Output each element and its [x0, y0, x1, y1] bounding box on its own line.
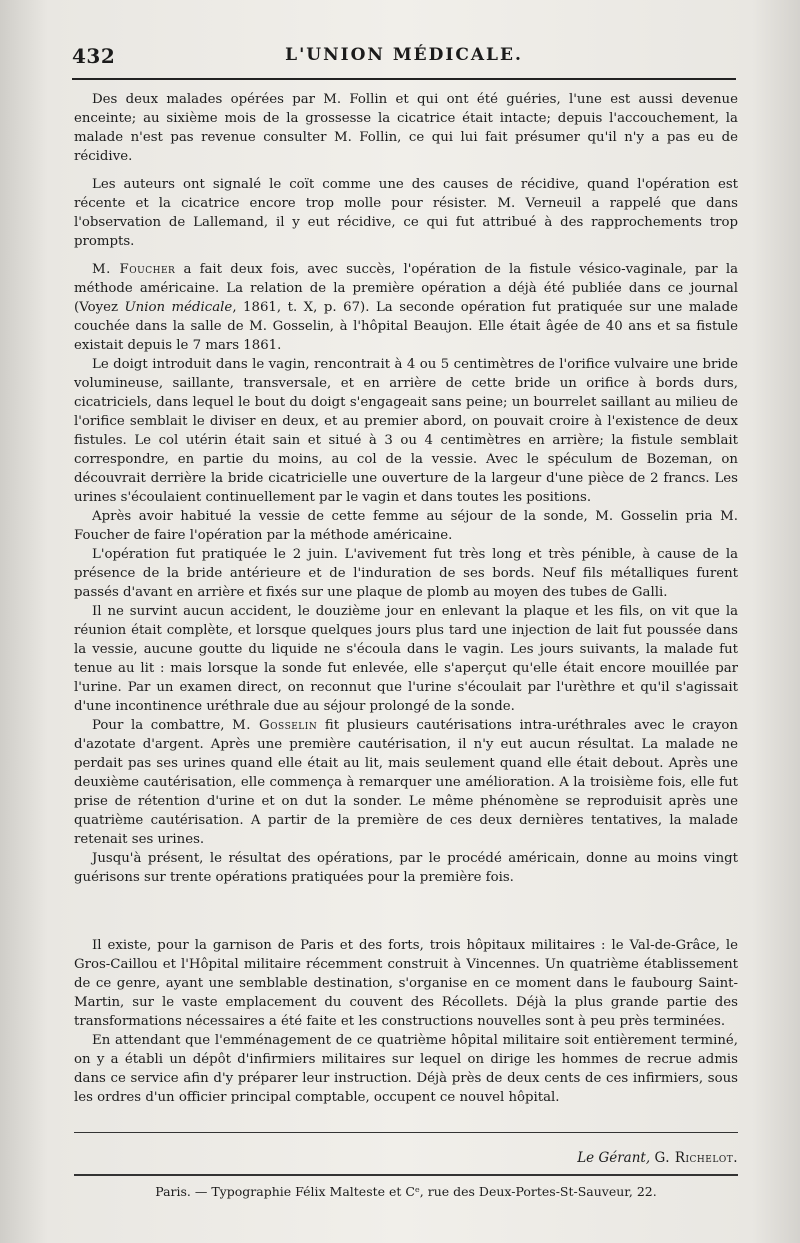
paragraph-4: Le doigt introduit dans le vagin, rencontrait à 4 ou 5 centimètres de l'orifice vulvaire une bride volumineuse, saillante, transversale, et en arrière de cette bride un orifice à bords durs, cicatriciels, dans lequel le bout du doigt s'engageait sans peine; un bourrelet saillant au milieu de l'orifice semblait le diviser en deux, et au premier abord, on pouvait croire à l'existence de deux fistules. Le col utérin était sain et situé à 3 ou 4 centimètres en arrière; la fistule semblait correspondre, en partie du moins, au col de la vessie. Avec le spéculum de Bozeman, on découvrait derrière la bride cicatricielle une ouverture de la largeur d'une pièce de 2 francs. Les urines s'écoulaient continuellement par le vagin et dans toutes les positions. [74, 357, 738, 505]
header-rule [72, 78, 736, 80]
section-separator [74, 916, 738, 934]
paragraph-6: L'opération fut pratiquée le 2 juin. L'avivement fut très long et très pénible, à cause de la présence de la bride antérieure et de l'induration de ses bords. Neuf fils métalliques furent passés d'avant en arrière et fixés sur une plaque de plomb au moyen des tubes de Galli. [74, 547, 738, 600]
paragraph-3-text-a: a fait deux fois, avec succès, l'opération de la fistule vésico-vaginale, par la méthode américaine. La relation de la première opération a déjà été publiée dans ce journal (Voyez [74, 262, 738, 315]
paragraph-9: Jusqu'à présent, le résultat des opérations, par le procédé américain, donne au moins vingt guérisons sur trente opérations pratiquées pour la première fois. [74, 851, 738, 885]
footer-rule-thick [74, 1174, 738, 1176]
gerant-name: G. Richelot. [654, 1150, 738, 1166]
printer-imprint: Paris. — Typographie Félix Malteste et Cᵉ, rue des Deux-Portes-St-Sauveur, 22. [155, 1184, 657, 1199]
paragraph-3-text-b: , 1861, t. X, p. 67). La seconde opération fut pratiquée sur une malade couchée dans la salle de M. Gosselin, à l'hôpital Beaujon. Elle était âgée de 40 ans et sa fistule existait depuis le 7 mars 1861. [74, 300, 738, 353]
paragraph-8-text-a: Pour la combattre, [92, 718, 233, 733]
author-name-2: M. Gosselin [232, 718, 318, 733]
hospital-paragraph-1: Il existe, pour la garnison de Paris et des forts, trois hôpitaux militaires : le Val-de-Grâce, le Gros-Caillou et l'Hôpital militaire récemment construit à Vincennes. Un quatrième établissement de ce genre, ayant une semblable destination, s'organise en ce moment dans le faubourg Saint-Martin, sur le vaste emplacement du couvent des Récollets. Déjà la plus grande partie des transformations nécessaires a été faite et les constructions nouvelles sont à peu près terminées. [74, 938, 738, 1029]
article-fistula [74, 90, 738, 887]
page-number: 432 [72, 44, 116, 68]
hospital-paragraph-2: En attendant que l'emménagement de ce quatrième hôpital militaire soit entièrement terminé, on y a établi un dépôt d'infirmiers militaires sur lequel on dirige les hommes de recrue admis dans ce service afin d'y préparer leur instruction. Déjà près de deux cents de ces infirmiers, sous les ordres d'un officier principal comptable, occupent ce nouvel hôpital. [74, 1033, 738, 1105]
gerant-signature [577, 1150, 738, 1166]
article-hospitals [74, 936, 738, 1107]
paragraph-8-text-b: fit plusieurs cautérisations intra-uréthrales avec le crayon d'azotate d'argent. Après une première cautérisation, il n'y eut aucun résultat. La malade ne perdait pas ses urines quand elle était au lit, mais seulement quand elle était debout. Après une deuxième cautérisation, elle commença à remarquer une amélioration. A la troisième fois, elle fut prise de rétention d'urine et on dut la sonder. Le même phénomène se reproduisit après une quatrième cautérisation. A partir de la première de ces deux dernières tentatives, la malade retenait ses urines. [74, 718, 738, 847]
paragraph-7: Il ne survint aucun accident, le douzième jour en enlevant la plaque et les fils, on vit que la réunion était complète, et lorsque quelques jours plus tard une injection de lait fut poussée dans la vessie, aucune goutte du liquide ne s'écoula dans le vagin. Les jours suivants, la malade fut tenue au lit : mais lorsque la sonde fut enlevée, elle s'aperçut qu'elle était encore mouillée par l'urine. Par un examen direct, on reconnut que l'urine s'écoulait par l'urèthre et qu'il s'agissait d'une incontinence uréthrale due au séjour prolongé de la sonde. [74, 604, 738, 714]
paragraph-2: Les auteurs ont signalé le coït comme une des causes de récidive, quand l'opération est récente et la cicatrice encore trop molle pour résister. M. Verneuil a rappelé que dans l'observation de Lallemand, il y eut récidive, ce qui fut attribué à des rapprochements trop prompts. [74, 177, 738, 249]
paragraph-1: Des deux malades opérées par M. Follin et qui ont été guéries, l'une est aussi devenue enceinte; au sixième mois de la grossesse la cicatrice était intacte; depuis l'accouchement, la malade n'est pas revenue consulter M. Follin, ce qui lui fait présumer qu'il n'y a pas eu de récidive. [74, 92, 738, 164]
paragraph-5: Après avoir habitué la vessie de cette femme au séjour de la sonde, M. Gosselin pria M. Foucher de faire l'opération par la méthode américaine. [74, 509, 738, 543]
running-head: L'UNION MÉDICALE. [285, 45, 523, 65]
journal-citation: Union médicale [124, 300, 233, 315]
paragraph-8 [74, 716, 738, 849]
page-header [72, 44, 736, 74]
gerant-label: Le Gérant, [577, 1150, 651, 1166]
paragraph-3 [74, 260, 738, 355]
author-name: M. Foucher [92, 262, 176, 277]
footer-rule-thin [74, 1132, 738, 1133]
